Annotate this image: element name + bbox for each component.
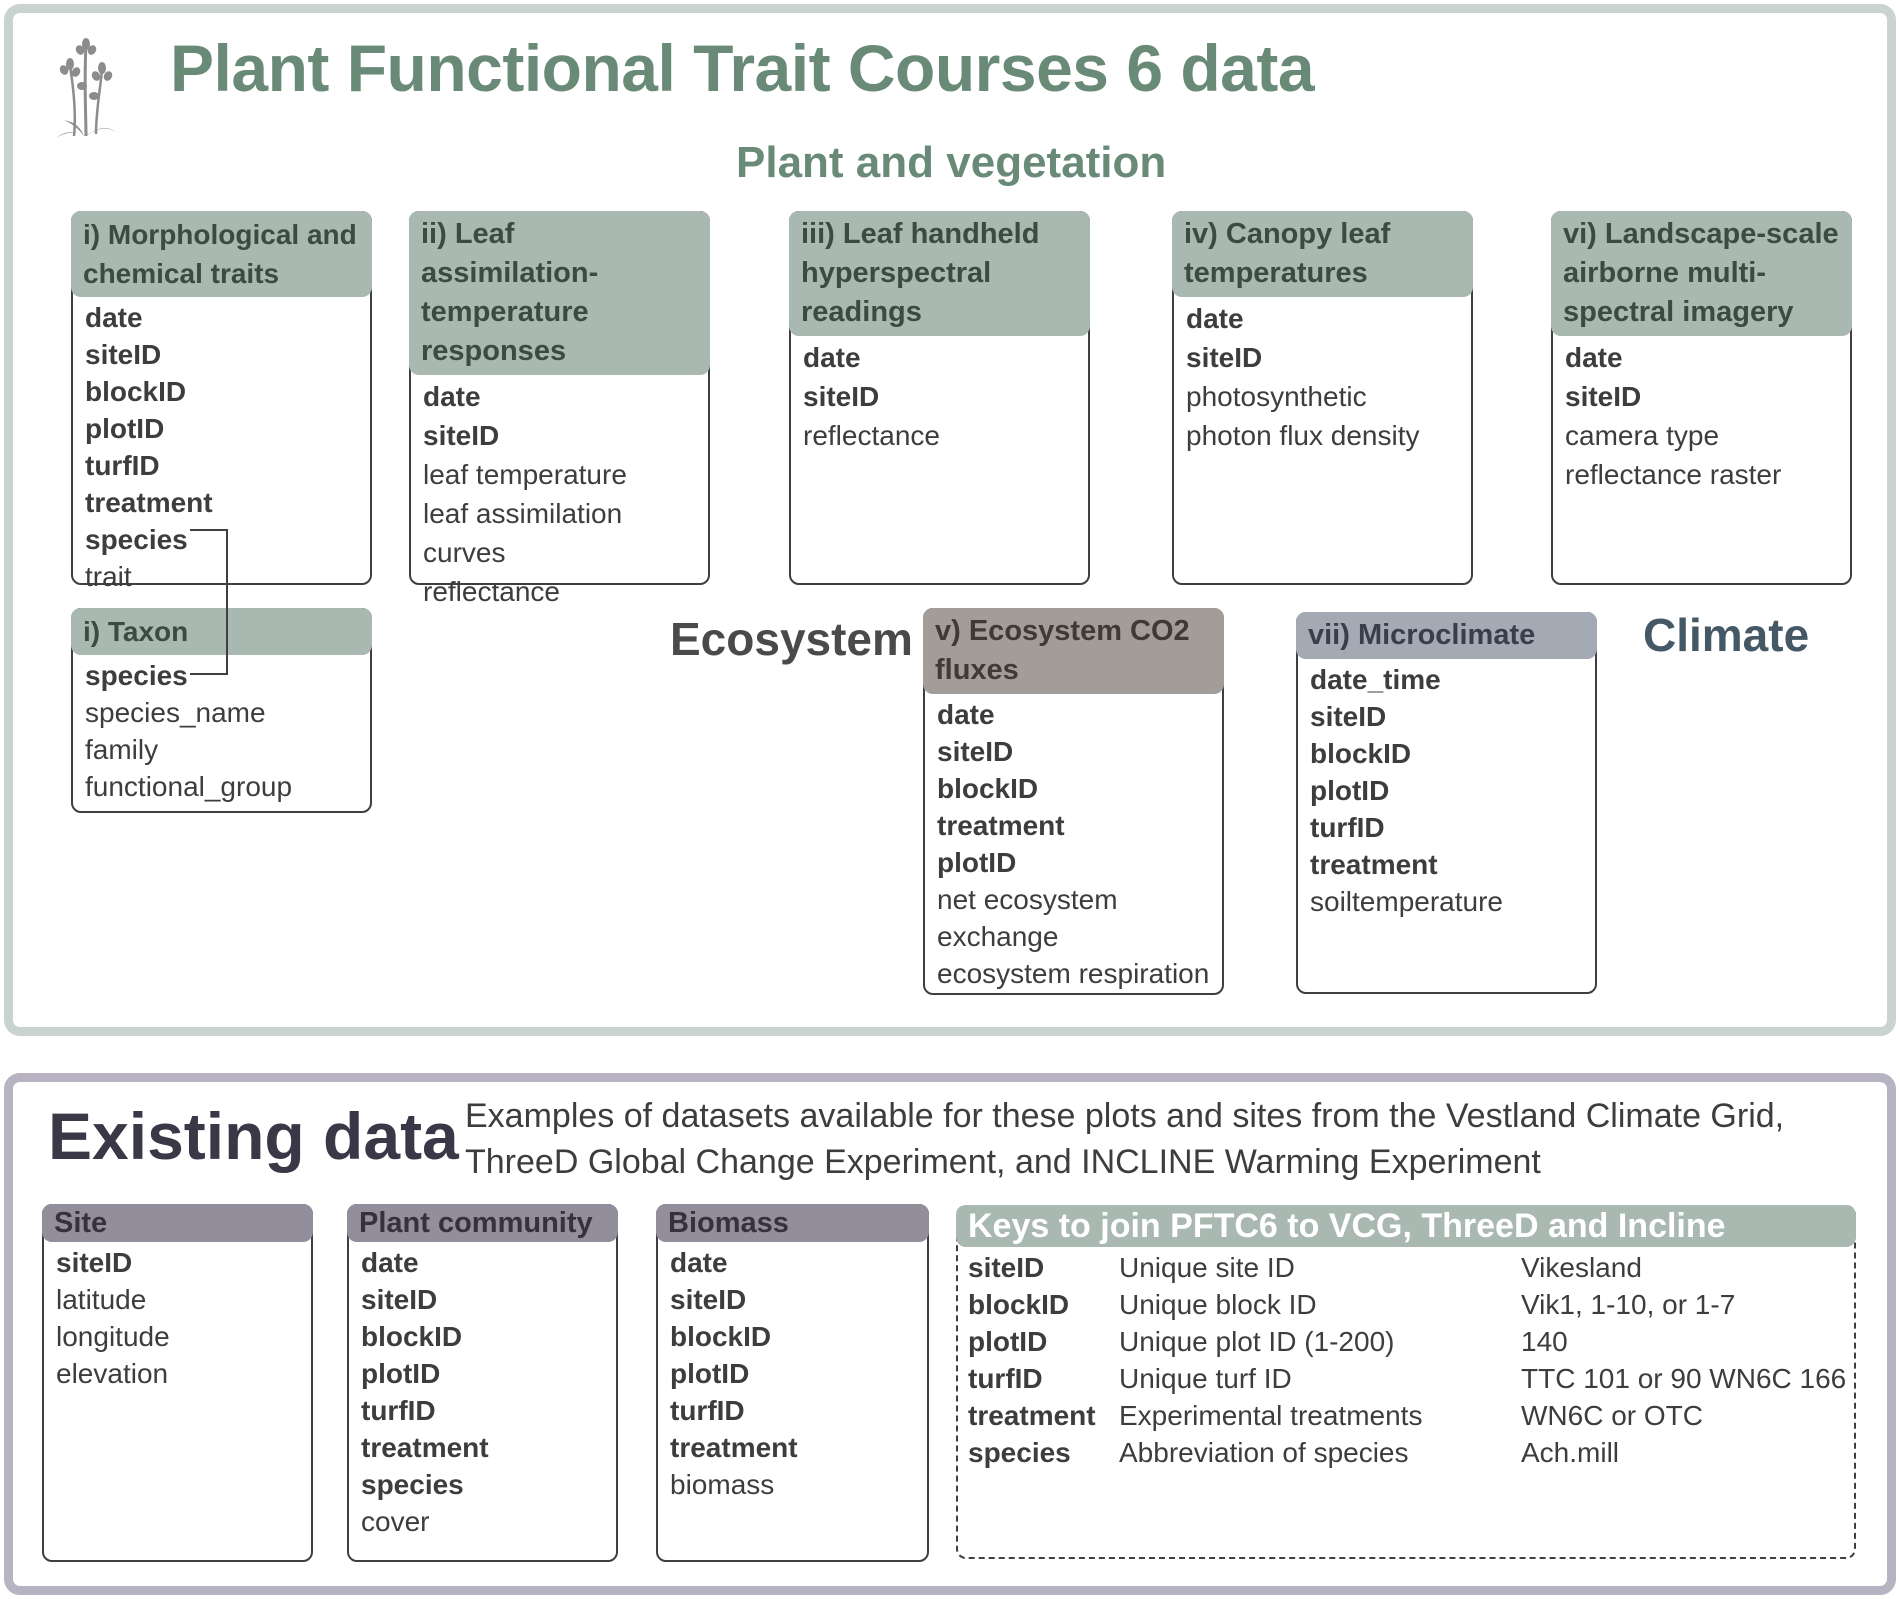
key-field: plotID [361, 1358, 441, 1389]
data-field: functional_group [85, 771, 293, 802]
key-field: plotID [1310, 775, 1390, 806]
key-field: species [85, 524, 188, 555]
key-name: blockID [968, 1289, 1070, 1320]
table-leaf-hyperspectral [789, 211, 1090, 585]
keys-row [958, 1286, 1854, 1323]
data-field: longitude [56, 1321, 170, 1352]
key-field: blockID [1310, 738, 1412, 769]
key-field: turfID [85, 450, 160, 481]
table-header: Biomass [656, 1204, 929, 1242]
key-field: plotID [937, 847, 1017, 878]
key-example: TTC 101 or 90 WN6C 166 [1521, 1363, 1847, 1394]
table-body [791, 336, 1088, 457]
table-header: iii) Leaf handheld hyperspectral readings [789, 211, 1090, 336]
key-field: date [1186, 303, 1244, 334]
key-field: siteID [423, 420, 500, 451]
key-field: date [1565, 342, 1623, 373]
keys-row [958, 1397, 1854, 1434]
key-field: siteID [85, 339, 162, 370]
table-header: vii) Microclimate [1296, 612, 1597, 659]
key-field: blockID [937, 773, 1039, 804]
data-field: net ecosystem [937, 884, 1118, 915]
key-example: Vik1, 1-10, or 1-7 [1521, 1289, 1736, 1320]
table-ecosystem-co2-fluxes [923, 608, 1224, 995]
keys-join-table [956, 1205, 1856, 1559]
data-field: biomass [670, 1469, 775, 1500]
key-description: Abbreviation of species [1119, 1437, 1409, 1468]
key-field: siteID [56, 1247, 133, 1278]
key-field: date [937, 699, 995, 730]
table-body [73, 297, 370, 597]
table-header: Site [42, 1204, 313, 1242]
data-field: latitude [56, 1284, 147, 1315]
key-field: date_time [1310, 664, 1441, 695]
key-field: blockID [361, 1321, 463, 1352]
table-microclimate [1296, 612, 1597, 994]
key-field: siteID [937, 736, 1014, 767]
table-morphological-traits [71, 211, 372, 592]
data-field: camera type [1565, 420, 1720, 451]
table-body [411, 375, 708, 613]
key-name: treatment [968, 1400, 1096, 1431]
key-name: turfID [968, 1363, 1043, 1394]
keys-row [958, 1323, 1854, 1360]
key-field: siteID [1186, 342, 1263, 373]
key-field: date [803, 342, 861, 373]
data-field: elevation [56, 1358, 169, 1389]
table-taxon [71, 608, 372, 813]
data-field: cover [361, 1506, 430, 1537]
table-header: i) Taxon [71, 608, 372, 655]
key-field: treatment [85, 487, 213, 518]
table-site [42, 1204, 313, 1562]
key-description: Unique plot ID (1-200) [1119, 1326, 1395, 1357]
data-field: leaf assimilation [423, 498, 623, 529]
table-header: Plant community [347, 1204, 618, 1242]
table-plant-community [347, 1204, 618, 1562]
data-field: exchange [937, 921, 1059, 952]
keys-row [958, 1360, 1854, 1397]
table-biomass [656, 1204, 929, 1562]
key-field: siteID [361, 1284, 438, 1315]
data-field: curves [423, 537, 506, 568]
table-body [1553, 336, 1850, 496]
keys-join-header: Keys to join PFTC6 to VCG, ThreeD and Incline [956, 1205, 1856, 1247]
table-body [73, 655, 370, 807]
keys-row [958, 1434, 1854, 1471]
table-header: i) Morphological and chemical traits [71, 211, 372, 297]
page-title: Plant Functional Trait Courses 6 data [170, 31, 1315, 105]
key-field: date [670, 1247, 728, 1278]
key-field: treatment [937, 810, 1065, 841]
key-field: siteID [670, 1284, 747, 1315]
key-description: Unique block ID [1119, 1289, 1317, 1320]
key-example: WN6C or OTC [1521, 1400, 1703, 1431]
data-field: leaf temperature [423, 459, 627, 490]
key-field: blockID [670, 1321, 772, 1352]
data-field: ecosystem respiration [937, 958, 1210, 989]
table-body [44, 1242, 311, 1394]
data-field: trait [85, 561, 132, 592]
data-field: species_name [85, 697, 266, 728]
key-field: treatment [1310, 849, 1438, 880]
table-body [658, 1242, 927, 1505]
data-field: soiltemperature [1310, 886, 1503, 917]
existing-data-title: Existing data [48, 1099, 459, 1173]
key-name: plotID [968, 1326, 1048, 1357]
key-field: blockID [85, 376, 187, 407]
table-leaf-assimilation [409, 211, 710, 607]
key-field: date [423, 381, 481, 412]
key-description: Unique turf ID [1119, 1363, 1292, 1394]
data-field: photon flux density [1186, 420, 1420, 451]
existing-data-description: Examples of datasets available for these plots and sites from the Vestland Climate Grid, ThreeD Global Change Experiment, and INCLINE Warming Experiment [465, 1097, 1785, 1181]
data-field: family [85, 734, 159, 765]
key-example: Ach.mill [1521, 1437, 1620, 1468]
key-field: date [361, 1247, 419, 1278]
data-field: photosynthetic [1186, 381, 1367, 412]
table-landscape-imagery [1551, 211, 1852, 585]
key-example: 140 [1521, 1326, 1568, 1357]
keys-join-body [958, 1247, 1854, 1471]
section-ecosystem: Ecosystem [670, 613, 913, 665]
table-header: vi) Landscape-scale airborne multi-spectral imagery [1551, 211, 1852, 336]
key-field: siteID [803, 381, 880, 412]
key-field: turfID [361, 1395, 436, 1426]
table-header: v) Ecosystem CO2 fluxes [923, 608, 1224, 694]
data-field: reflectance [423, 576, 560, 607]
key-field: plotID [670, 1358, 750, 1389]
data-field: reflectance raster [1565, 459, 1782, 490]
key-field: turfID [670, 1395, 745, 1426]
key-field: species [85, 660, 188, 691]
key-name: siteID [968, 1252, 1045, 1283]
table-body [925, 694, 1222, 994]
table-body [1298, 659, 1595, 922]
key-field: siteID [1310, 701, 1387, 732]
key-field: plotID [85, 413, 165, 444]
key-field: siteID [1565, 381, 1642, 412]
table-body [1174, 297, 1471, 457]
key-description: Unique site ID [1119, 1252, 1295, 1283]
key-field: date [85, 302, 143, 333]
table-header: ii) Leaf assimilation-temperature responses [409, 211, 710, 375]
key-description: Experimental treatments [1119, 1400, 1423, 1431]
table-canopy-leaf-temperatures [1172, 211, 1473, 585]
key-name: species [968, 1437, 1071, 1468]
section-plant-vegetation: Plant and vegetation [736, 138, 1167, 187]
section-climate: Climate [1643, 609, 1810, 661]
key-field: treatment [670, 1432, 798, 1463]
key-field: turfID [1310, 812, 1385, 843]
data-field: reflectance [803, 420, 940, 451]
table-body [349, 1242, 616, 1542]
key-field: species [361, 1469, 464, 1500]
key-example: Vikesland [1521, 1252, 1642, 1283]
keys-row [958, 1249, 1854, 1286]
plant-icon [56, 36, 116, 140]
key-field: treatment [361, 1432, 489, 1463]
table-header: iv) Canopy leaf temperatures [1172, 211, 1473, 297]
